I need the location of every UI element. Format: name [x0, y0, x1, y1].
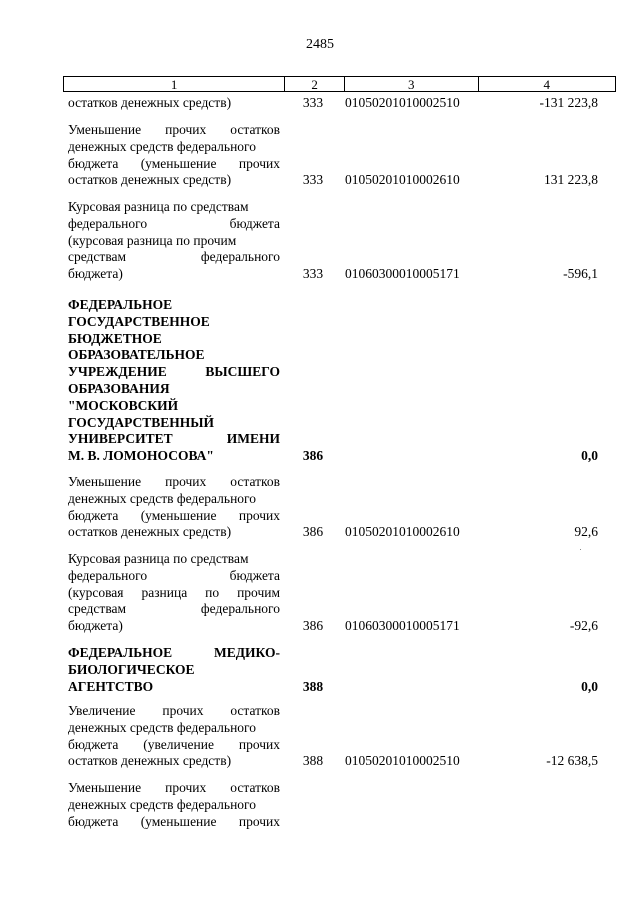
header-col-1: 1 [64, 77, 285, 91]
description-word: бюджета [229, 215, 280, 231]
description-line [68, 431, 280, 448]
description-word: (уменьшение [140, 155, 217, 171]
header-col-4: 4 [543, 77, 550, 92]
row-code: 386 [302, 524, 324, 539]
description-word: федерального [68, 567, 148, 583]
row-code: 333 [302, 95, 324, 110]
row-amount: 131 223,8 [544, 172, 598, 187]
row-kbk: 01050201010002610 [345, 172, 460, 187]
row-amount: -131 223,8 [539, 95, 598, 110]
description-line: БИОЛОГИЧЕСКОЕ [68, 661, 195, 677]
header-col-3: 3 [345, 77, 479, 91]
description-word: Уменьшение [68, 474, 142, 489]
description-word: федерального [200, 601, 280, 617]
header-col-2: 2 [285, 77, 345, 91]
row-amount: -596,1 [563, 266, 598, 281]
row-amount: -92,6 [569, 618, 598, 633]
description-word: прочих [162, 703, 204, 718]
description-line: денежных средств федерального [68, 796, 256, 812]
description-line: М. В. ЛОМОНОСОВА" [68, 448, 214, 464]
description-line: ОБРАЗОВАНИЯ [68, 380, 170, 396]
description-line [68, 780, 280, 797]
scan-speck [580, 549, 581, 550]
description-line [68, 508, 280, 525]
description-line: ГОСУДАРСТВЕННОЕ [68, 313, 210, 329]
row-kbk: 01050201010002510 [345, 753, 460, 768]
description-word: разница [141, 584, 188, 600]
description-line: остатков денежных средств) [68, 524, 232, 540]
description-line: бюджета) [68, 618, 123, 634]
description-line: ОБРАЗОВАТЕЛЬНОЕ [68, 347, 205, 363]
description-line: Курсовая разница по средствам [68, 199, 249, 214]
description-line [68, 156, 280, 173]
description-line: ГОСУДАРСТВЕННЫЙ [68, 414, 215, 430]
table-header [63, 76, 616, 92]
description-word: ИМЕНИ [226, 431, 280, 447]
description-word: по [205, 584, 220, 600]
description-line: денежных средств федерального [68, 719, 256, 735]
description-line [68, 568, 280, 585]
description-line [68, 585, 280, 602]
description-line: денежных средств федерального [68, 138, 256, 154]
row-code: 386 [302, 448, 324, 463]
description-word: УНИВЕРСИТЕТ [68, 431, 173, 447]
description-word: федерального [200, 249, 280, 265]
description-line [68, 645, 280, 662]
description-word: остатков [230, 780, 280, 795]
description-word: (увеличение [143, 736, 214, 752]
row-kbk: 01050201010002510 [345, 95, 460, 110]
description-line [68, 364, 280, 381]
description-word: бюджета [68, 507, 119, 523]
description-word: прочих [165, 474, 207, 489]
description-word: Уменьшение [68, 780, 142, 795]
description-line [68, 122, 280, 139]
description-line: денежных средств федерального [68, 490, 256, 506]
description-line: (курсовая разница по прочим [68, 232, 237, 248]
description-word: прочих [165, 780, 207, 795]
description-line [68, 737, 280, 754]
row-description [68, 297, 280, 465]
description-line [68, 814, 280, 831]
row-description [68, 780, 280, 830]
description-line: АГЕНТСТВО [68, 678, 154, 694]
description-word: прочим [237, 584, 280, 600]
description-word: Уменьшение [68, 122, 142, 137]
description-word: остатков [230, 703, 280, 718]
description-word: прочих [238, 736, 280, 752]
row-amount: -12 638,5 [546, 753, 598, 768]
description-word: бюджета [68, 813, 119, 829]
row-kbk: 01060300010005171 [345, 618, 460, 633]
description-word: ВЫСШЕГО [205, 364, 280, 380]
description-line: бюджета) [68, 266, 123, 282]
row-code: 388 [302, 679, 324, 694]
description-word: МЕДИКО- [214, 645, 280, 660]
row-description [68, 474, 280, 541]
description-line: остатков денежных средств) [68, 753, 232, 769]
description-word: средствам [68, 249, 127, 265]
description-line: остатков денежных средств) [68, 172, 232, 188]
row-amount: 92,6 [574, 524, 598, 539]
description-word: остатков [230, 122, 280, 137]
description-line: ФЕДЕРАЛЬНОЕ [68, 297, 173, 312]
description-word: ФЕДЕРАЛЬНОЕ [68, 645, 173, 660]
description-line: БЮДЖЕТНОЕ [68, 330, 162, 346]
row-kbk: 01050201010002610 [345, 524, 460, 539]
description-line [68, 703, 280, 720]
description-line [68, 601, 280, 618]
description-word: бюджета [68, 736, 119, 752]
description-word: (курсовая [68, 584, 124, 600]
description-word: средствам [68, 601, 127, 617]
row-code: 333 [302, 172, 324, 187]
description-word: (уменьшение [140, 813, 217, 829]
description-word: федерального [68, 215, 148, 231]
description-word: остатков [230, 474, 280, 489]
description-word: УЧРЕЖДЕНИЕ [68, 364, 167, 380]
row-description [68, 645, 280, 695]
row-description [68, 551, 280, 635]
row-description [68, 703, 280, 770]
row-description [68, 199, 280, 283]
row-code: 388 [302, 753, 324, 768]
description-word: бюджета [229, 567, 280, 583]
row-code: 333 [302, 266, 324, 281]
row-kbk: 01060300010005171 [345, 266, 460, 281]
description-line [68, 249, 280, 266]
description-line: Курсовая разница по средствам [68, 551, 249, 566]
description-word: прочих [238, 507, 280, 523]
description-word: прочих [238, 813, 280, 829]
page-number: 2485 [306, 37, 334, 52]
description-line [68, 216, 280, 233]
row-amount: 0,0 [581, 679, 598, 694]
description-word: прочих [238, 155, 280, 171]
description-line [68, 474, 280, 491]
description-word: (уменьшение [140, 507, 217, 523]
row-description [68, 95, 280, 112]
row-amount: 0,0 [581, 448, 598, 463]
description-word: прочих [165, 122, 207, 137]
description-line: "МОСКОВСКИЙ [68, 397, 179, 413]
description-word: Увеличение [68, 703, 136, 718]
row-description [68, 122, 280, 189]
description-line: остатков денежных средств) [68, 95, 232, 110]
description-word: бюджета [68, 155, 119, 171]
row-code: 386 [302, 618, 324, 633]
